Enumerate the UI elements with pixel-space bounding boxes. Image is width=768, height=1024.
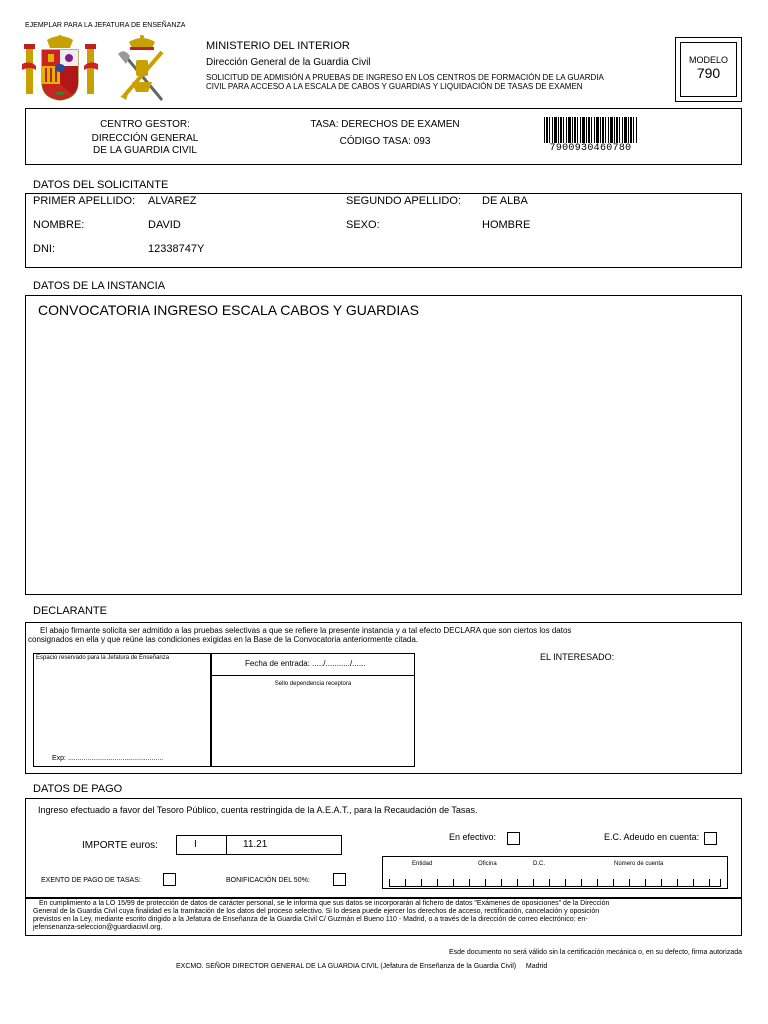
instancia-section-title: DATOS DE LA INSTANCIA — [33, 280, 166, 292]
entidad-label: Entidad — [412, 861, 433, 867]
en-efectivo-checkbox[interactable] — [507, 832, 520, 845]
ec-adeudo-checkbox[interactable] — [704, 832, 717, 845]
entry-box — [211, 653, 415, 767]
ingreso-text: Ingreso efectuado a favor del Tesoro Público, cuenta restringida de la A.E.A.T., para la Recaudación de Tasas. — [38, 805, 478, 815]
pago-section-title: DATOS DE PAGO — [33, 783, 123, 795]
importe-label: IMPORTE euros: — [82, 840, 158, 851]
model-number: 790 — [696, 65, 721, 81]
gestor-label: CENTRO GESTOR: — [100, 119, 190, 130]
solicitante-section-title: DATOS DEL SOLICITANTE — [33, 179, 169, 191]
barcode-number: 7900930460780 — [549, 143, 632, 154]
oficina-label: Oficina — [478, 861, 497, 867]
segundo-apellido-value: DE ALBA — [482, 195, 528, 207]
exp-field: Exp: ................................................. — [52, 755, 164, 762]
declaration-text — [28, 626, 738, 644]
exento-checkbox[interactable] — [163, 873, 176, 886]
copy-label: EJEMPLAR PARA LA JEFATURA DE ENSEÑANZA — [25, 22, 186, 29]
segundo-apellido-label: SEGUNDO APELLIDO: — [346, 195, 461, 207]
gestor-name — [70, 133, 220, 156]
primer-apellido-label: PRIMER APELLIDO: — [33, 195, 136, 207]
declaration-line2: consignados en ella y que reúne las condiciones exigidas en la Base de la Convocatoria anteriormente citada. — [28, 635, 419, 645]
codigo-tasa: CÓDIGO TASA: 093 — [339, 136, 431, 147]
legal-text — [33, 900, 738, 932]
ministry-name: MINISTERIO DEL INTERIOR — [206, 40, 350, 52]
sello-label: Sello dependencia receptora — [274, 681, 352, 687]
model-box-inner — [680, 42, 737, 97]
ec-adeudo-label: E.C. Adeudo en cuenta: — [604, 832, 700, 842]
legal-line1: En cumplimiento a la LO 15/99 de protección de datos de carácter personal, se le informa que sus datos se incorporarán al fichero de datos "Exámenes de oposiciones" de la Dirección — [39, 900, 610, 907]
instancia-box — [25, 295, 742, 595]
sexo-value: HOMBRE — [482, 219, 531, 231]
nombre-value: DAVID — [148, 219, 181, 231]
en-efectivo-label: En efectivo: — [449, 832, 497, 842]
addressee-line: EXCMO. SEÑOR DIRECTOR GENERAL DE LA GUARDIA CIVIL (Jefatura de Enseñanza de la Guardia Civil) Madrid — [176, 963, 548, 970]
exento-label: EXENTO DE PAGO DE TASAS: — [41, 877, 141, 884]
form-subtitle — [206, 73, 604, 91]
importe-prefix: I — [194, 839, 197, 850]
legal-line2: General de la Guardia Civil cuya finalidad es la tramitación de los datos del proceso selectivo. Si lo desea puede ejercer los derechos de acceso, rectificación, cancelación y oposición — [33, 908, 600, 916]
fecha-entrada: Fecha de entrada: ...../.........../...... — [245, 659, 366, 668]
dni-value: 12338747Y — [148, 243, 205, 255]
dni-label: DNI: — [33, 243, 55, 255]
declaration-line1: El abajo firmante solicita ser admitido a las pruebas selectivas a que se refiere la presente instancia y a tal efecto DECLARA que son ciertos los datos — [40, 626, 572, 635]
numero-cuenta-label: Número de cuenta — [614, 861, 664, 867]
bonificacion-checkbox[interactable] — [333, 873, 346, 886]
reserved-box — [33, 653, 211, 767]
reserved-label: Espacio reservado para la Jefatura de Enseñanza — [36, 655, 170, 661]
importe-value: 11.21 — [243, 839, 268, 850]
legal-line3: previstos en la Ley, mediante escrito dirigido a la Jefatura de Enseñanza de la Guardia Civil C/ Guzmán el Bueno 110 - Madrid, o a través de la dirección de correo electrónico: en- — [33, 916, 588, 924]
account-digit-ticks — [389, 879, 721, 887]
validity-note: Esde documento no será válido sin la certificación mecánica o, en su defecto, firma autorizada — [449, 949, 742, 956]
nombre-label: NOMBRE: — [33, 219, 85, 231]
model-label: MODELO — [688, 55, 728, 65]
primer-apellido-value: ALVAREZ — [148, 195, 197, 207]
form-subtitle-line1: SOLICITUD DE ADMISIÓN A PRUEBAS DE INGRESO EN LOS CENTROS DE FORMACIÓN DE LA GUARDIA — [206, 73, 604, 82]
tasa-label: TASA: DERECHOS DE EXAMEN — [310, 119, 460, 130]
gestor-name-line2: DE LA GUARDIA CIVIL — [93, 144, 197, 156]
legal-line4: jefensenanza-seleccion@guardiacivil.org. — [33, 924, 163, 932]
account-grid — [382, 856, 728, 889]
guardia-civil-emblem-icon — [112, 34, 172, 104]
interesado-label: EL INTERESADO: — [540, 652, 615, 662]
barcode — [544, 117, 637, 143]
bonificacion-label: BONIFICACIÓN DEL 50%: — [226, 877, 310, 884]
gestor-name-line1: DIRECCIÓN GENERAL — [91, 133, 199, 144]
sexo-label: SEXO: — [346, 219, 380, 231]
form-subtitle-line2: CIVIL PARA ACCESO A LA ESCALA DE CABOS Y GUARDIAS Y LIQUIDACIÓN DE TASAS DE EXAMEN — [206, 82, 583, 92]
model-box-outer — [675, 37, 742, 102]
declarante-section-title: DECLARANTE — [33, 605, 107, 617]
spain-coat-of-arms-icon — [20, 34, 100, 104]
directorate-name: Dirección General de la Guardia Civil — [206, 57, 371, 68]
convocatoria-text: CONVOCATORIA INGRESO ESCALA CABOS Y GUARDIAS — [38, 302, 419, 318]
importe-field[interactable] — [176, 835, 342, 855]
dc-label: D.C. — [533, 861, 545, 867]
